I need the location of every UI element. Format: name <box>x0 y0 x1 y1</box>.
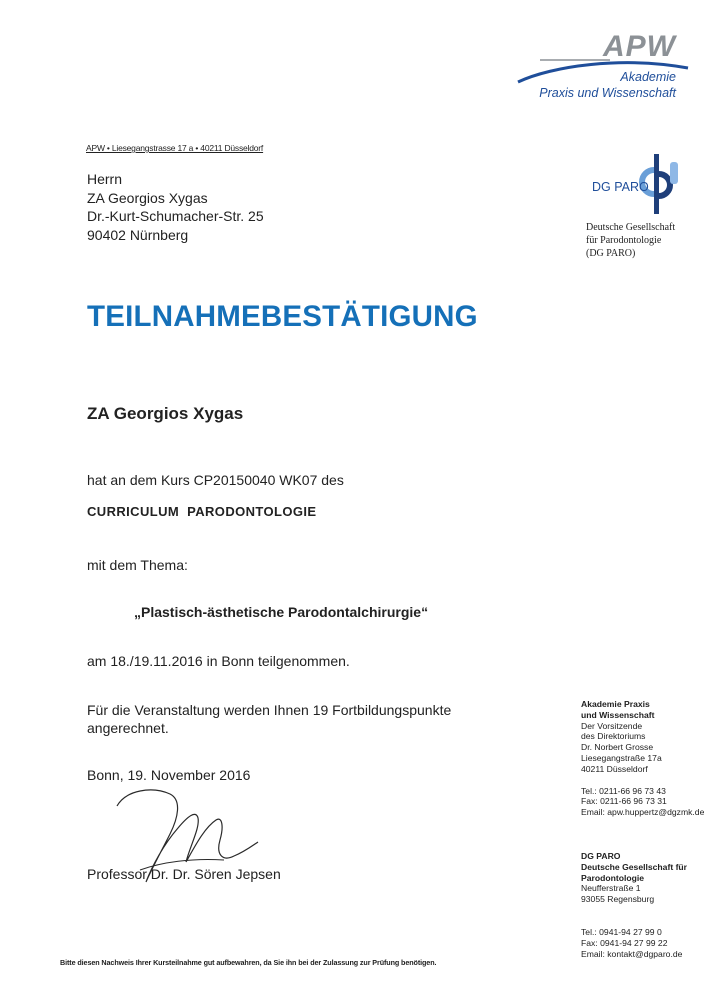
dgparo-address-fax: Fax: 0941-94 27 99 22 <box>581 937 668 948</box>
dgparo-description <box>586 221 675 260</box>
apw-address <box>581 699 704 818</box>
dgparo-address-org3: Parodontologie <box>581 872 645 883</box>
participant-name: ZA Georgios Xygas <box>87 404 244 423</box>
recipient-street: Dr.-Kurt-Schumacher-Str. 25 <box>87 208 264 224</box>
apw-address-person: Dr. Norbert Grosse <box>581 742 654 753</box>
dgparo-desc-line2: für Parodontologie <box>586 235 662 246</box>
apw-address-email: Email: apw.huppertz@dgzmk.de <box>581 807 705 818</box>
date-line: am 18./19.11.2016 in Bonn teilgenommen. <box>87 653 350 669</box>
points-text: Für die Veranstaltung werden Ihnen 19 Fortbildungspunkte angerechnet. <box>87 702 452 736</box>
course-line: hat an dem Kurs CP20150040 WK07 des <box>87 472 344 488</box>
dgparo-address-city: 93055 Regensburg <box>581 894 655 905</box>
dgparo-address-org2: Deutsche Gesellschaft für <box>581 861 688 872</box>
dgparo-address-street: Neufferstraße 1 <box>581 883 641 894</box>
dgparo-address <box>581 851 687 959</box>
dgparo-desc-line1: Deutsche Gesellschaft <box>586 222 676 233</box>
footer-note: Bitte diesen Nachweis Ihrer Kursteilnahme gut aufbewahren, da Sie ihn bei der Zulassung zur Prüfung benötigen. <box>60 958 437 967</box>
sender-line: APW • Liesegangstrasse 17 a • 40211 Düsseldorf <box>86 143 264 153</box>
document-title: TEILNAHMEBESTÄTIGUNG <box>87 300 478 333</box>
apw-address-org1: Akademie Praxis <box>581 699 650 709</box>
apw-address-tel: Tel.: 0211-66 96 73 43 <box>581 785 666 796</box>
apw-address-fax: Fax: 0211-66 96 73 31 <box>581 796 667 807</box>
topic-intro: mit dem Thema: <box>87 557 188 573</box>
recipient-salutation: Herrn <box>87 171 123 187</box>
dgparo-address-org1: DG PARO <box>581 851 621 861</box>
apw-address-role1: Der Vorsitzende <box>581 720 643 731</box>
apw-logo-line2: Praxis und Wissenschaft <box>539 86 676 100</box>
recipient-address <box>87 170 264 244</box>
course-topic: „Plastisch-ästhetische Parodontalchirurgie“ <box>134 604 429 620</box>
apw-address-org2: und Wissenschaft <box>581 709 655 720</box>
apw-logo <box>512 30 702 102</box>
signer-name: Professor Dr. Dr. Sören Jepsen <box>87 866 281 882</box>
dgparo-address-email: Email: kontakt@dgparo.de <box>581 948 683 959</box>
apw-address-street: Liesegangstraße 17a <box>581 752 662 763</box>
apw-address-role2: des Direktoriums <box>581 731 646 742</box>
apw-logo-line1: Akademie <box>620 70 676 84</box>
curriculum-name: CURRICULUM PARODONTOLOGIE <box>87 504 317 519</box>
recipient-city: 90402 Nürnberg <box>87 226 189 243</box>
dgparo-address-tel: Tel.: 0941-94 27 99 0 <box>581 926 662 937</box>
apw-address-city: 40211 Düsseldorf <box>581 763 648 774</box>
dgparo-logo-label: DG PARO <box>592 180 649 194</box>
apw-wordmark: APW <box>603 30 676 63</box>
place-date: Bonn, 19. November 2016 <box>87 767 251 783</box>
recipient-name: ZA Georgios Xygas <box>87 189 208 206</box>
dgparo-desc-line3: (DG PARO) <box>586 248 636 259</box>
